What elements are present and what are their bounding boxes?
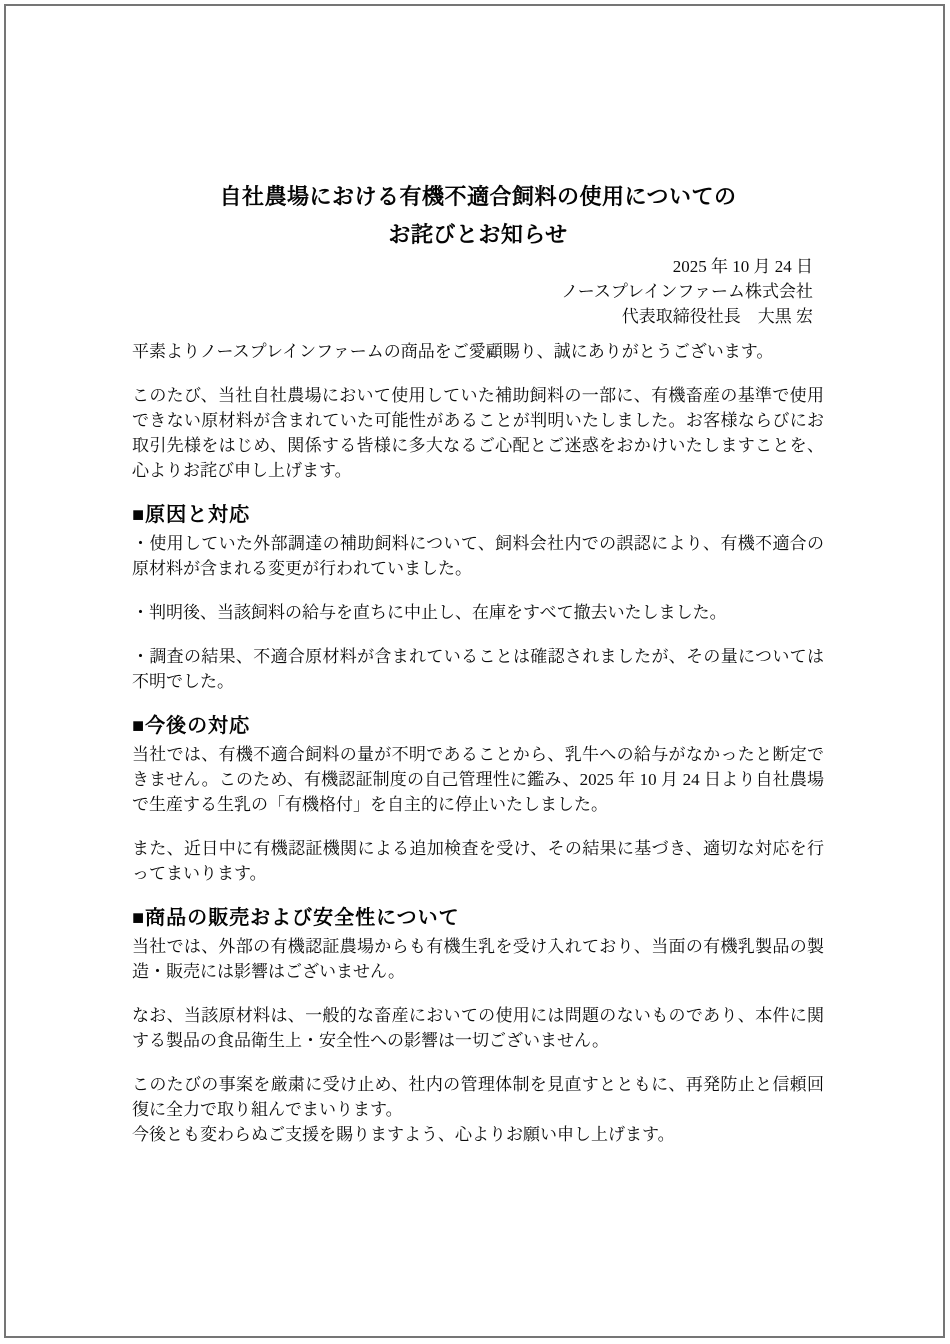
document-content [132,178,824,1166]
title-line-1: 自社農場における有機不適合飼料の使用についての [219,184,737,209]
section-heading-cause: ■原因と対応 [132,504,251,526]
safety-paragraph-2: なお、当該原材料は、一般的な畜産においての使用には問題のないものであり、本件に関する製品の食品衛生上・安全性への影響は一切ございません。 [132,1006,824,1050]
document-title [132,178,824,254]
future-paragraph-2: また、近日中に有機認証機関による追加検査を受け、その結果に基づき、適切な対応を行ってまいります。 [132,839,824,883]
company-name: ノースプレインファーム株式会社 [561,282,813,301]
greeting-paragraph: 平素よりノースプレインファームの商品をご愛顧賜り、誠にありがとうございます。 [132,342,774,361]
cause-bullet-1: ・使用していた外部調達の補助飼料について、飼料会社内での誤認により、有機不適合の原材料が含まれる変更が行われていました。 [132,534,824,578]
closing-paragraph-1: このたびの事案を厳粛に受け止め、社内の管理体制を見直すとともに、再発防止と信頼回復に全力で取り組んでまいります。 [132,1075,824,1119]
document-date: 2025 年 10 月 24 日 [672,257,813,276]
future-paragraph-1: 当社では、有機不適合飼料の量が不明であることから、乳牛への給与がなかったと断定できません。このため、有機認証制度の自己管理性に鑑み、2025 年 10 月 24 日より自社農場で生産する生乳の「有機格付」を自主的に停止いたしました。 [132,745,824,814]
section-heading-future: ■今後の対応 [132,715,251,737]
safety-paragraph-1: 当社では、外部の有機認証農場からも有機生乳を受け入れており、当面の有機乳製品の製造・販売には影響はございません。 [132,937,824,981]
title-line-2: お詫びとお知らせ [388,222,568,247]
cause-bullet-2: ・判明後、当該飼料の給与を直ちに中止し、在庫をすべて撤去いたしました。 [132,603,727,622]
section-heading-safety: ■商品の販売および安全性について [132,907,460,929]
document-meta [132,254,824,329]
signer-name: 代表取締役社長 大黒 宏 [621,307,813,326]
cause-bullet-3: ・調査の結果、不適合原材料が含まれていることは確認されましたが、その量については不明でした。 [132,647,824,691]
closing-paragraph-2: 今後とも変わらぬご支援を賜りますよう、心よりお願い申し上げます。 [132,1125,675,1144]
intro-paragraph: このたび、当社自社農場において使用していた補助飼料の一部に、有機畜産の基準で使用できない原材料が含まれていた可能性があることが判明いたしました。お客様ならびにお取引先様をはじめ、関係する皆様に多大なるご心配とご迷惑をおかけいたしますことを、心よりお詫び申し上げます。 [132,386,824,480]
